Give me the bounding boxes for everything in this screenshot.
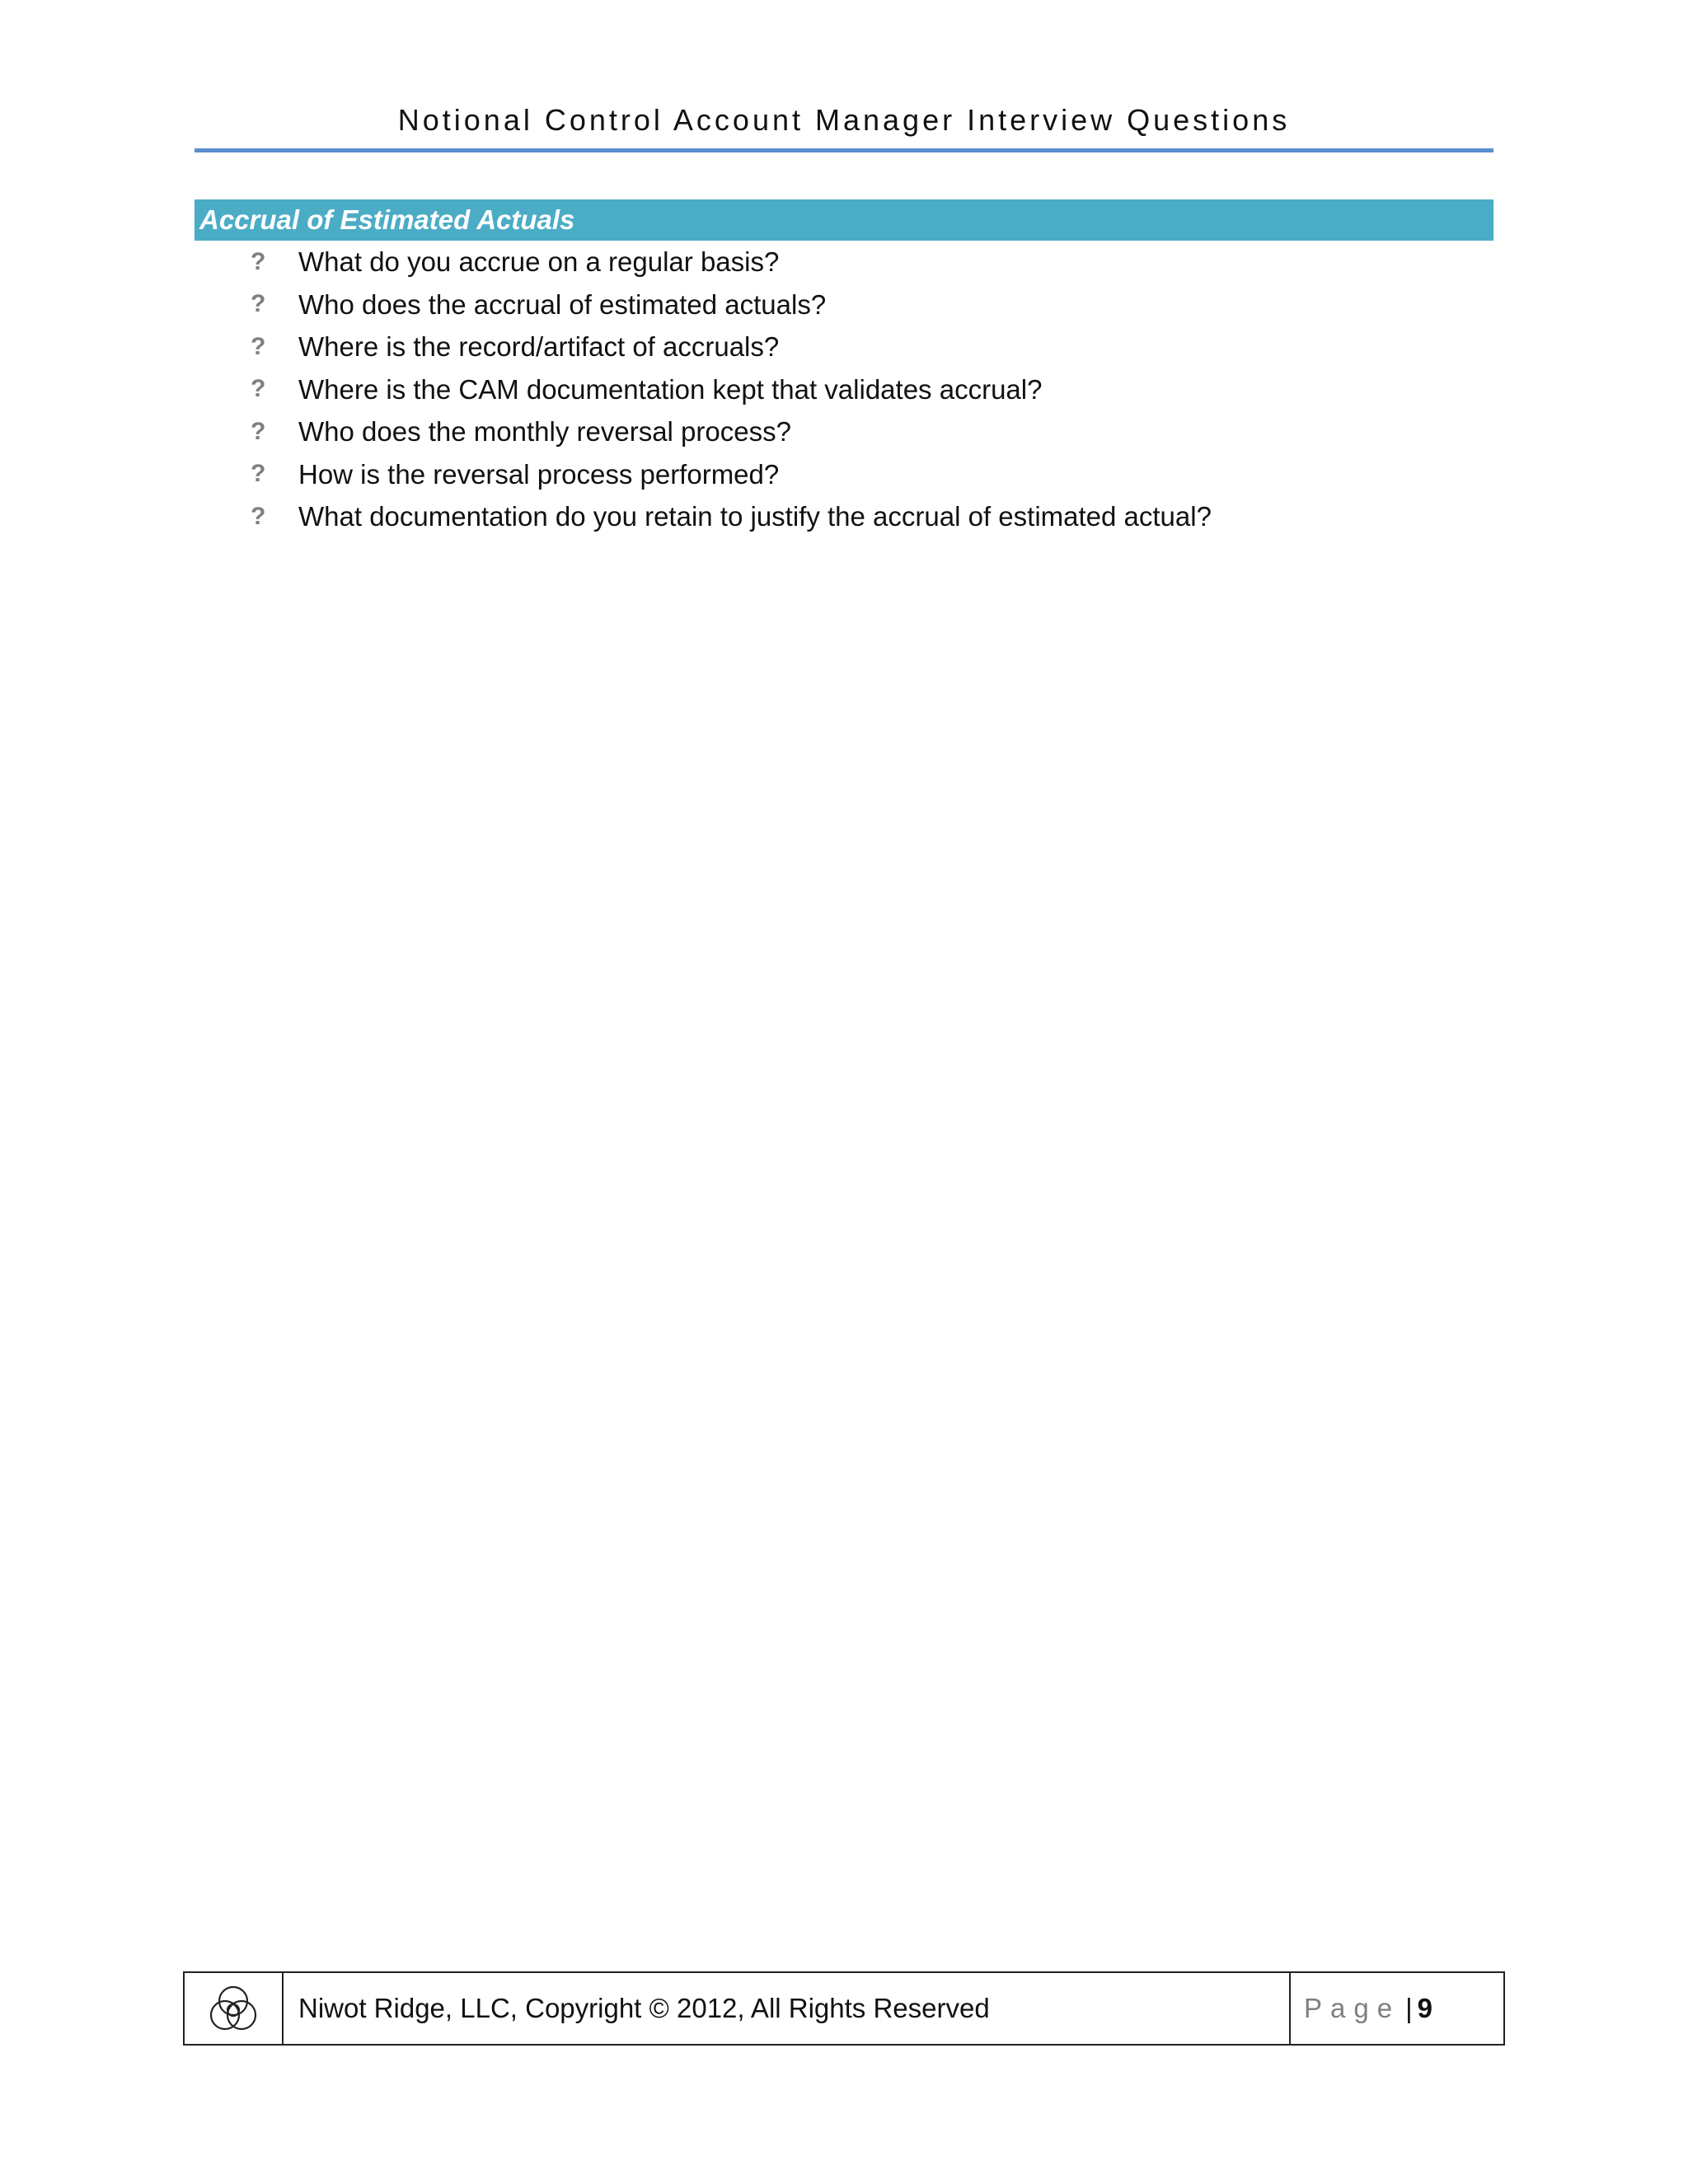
question-text: What documentation do you retain to justify the accrual of estimated actual?	[298, 501, 1212, 532]
footer-copyright	[284, 1973, 1291, 2044]
question-text: Where is the CAM documentation kept that validates accrual?	[298, 373, 1043, 405]
list-item	[247, 495, 1484, 538]
section-title: Accrual of Estimated Actuals	[199, 204, 575, 235]
footer-page-number	[1291, 1973, 1503, 2044]
question-mark-icon: ?	[251, 290, 266, 318]
list-item	[247, 410, 1484, 453]
question-text: Who does the monthly reversal process?	[298, 416, 791, 448]
question-mark-icon: ?	[251, 502, 266, 530]
footer-logo-cell	[185, 1973, 284, 2044]
question-mark-icon: ?	[251, 332, 266, 360]
list-item	[247, 326, 1484, 368]
question-text: Where is the record/artifact of accruals?	[298, 331, 780, 363]
list-item	[247, 284, 1484, 326]
page-label: Page	[1304, 1993, 1401, 2023]
page-header	[195, 97, 1493, 152]
question-mark-icon: ?	[251, 417, 266, 445]
interlocking-rings-logo-icon	[206, 1981, 260, 2036]
page-number: 9	[1417, 1993, 1433, 2023]
document-title: Notional Control Account Manager Interview Questions	[397, 103, 1291, 137]
question-list	[247, 241, 1484, 538]
page-footer	[183, 1971, 1505, 2046]
question-text: What do you accrue on a regular basis?	[298, 246, 780, 278]
list-item	[247, 241, 1484, 284]
list-item	[247, 453, 1484, 496]
question-mark-icon: ?	[251, 460, 266, 488]
copyright-text: Niwot Ridge, LLC, Copyright © 2012, All Rights Reserved	[298, 1993, 990, 2023]
section-heading-bar	[195, 199, 1493, 241]
question-mark-icon: ?	[251, 375, 266, 403]
question-mark-icon: ?	[251, 247, 266, 275]
question-text: How is the reversal process performed?	[298, 458, 780, 490]
page-separator: |	[1405, 1993, 1413, 2023]
question-text: Who does the accrual of estimated actuals?	[298, 288, 827, 320]
list-item	[247, 368, 1484, 411]
